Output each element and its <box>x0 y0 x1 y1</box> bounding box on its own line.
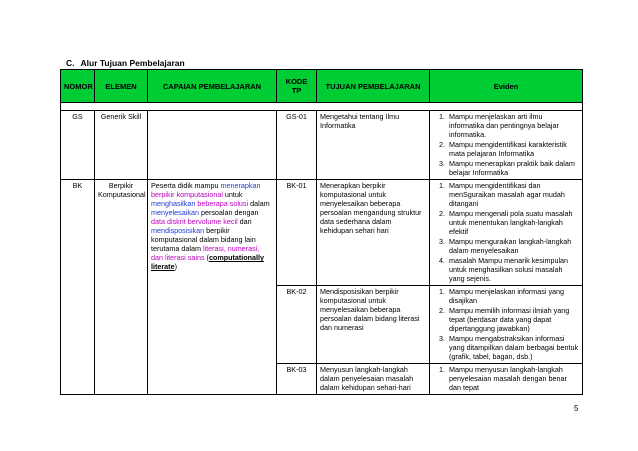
cell-tujuan: Mendisposisikan berpikir komputasional untuk menyelesaikan beberapa persoalan dalam bidang literasi dan numerasi <box>317 286 430 364</box>
table-header-row <box>61 70 583 103</box>
section-heading <box>66 58 185 68</box>
eviden-item: 1. Mampu mengidentifikasi dan menSguraikan masalah agar mudah ditangani <box>447 181 579 208</box>
spacer-row <box>61 103 583 111</box>
cell-eviden <box>430 364 583 395</box>
cell-capaian: Peserta didik mampu menerapkan berpikir komputasional untuk menghasilkan beberapa solusi dalam menyelesaikan persoalan dengan data diskrit bervolume kecil dan mendisposisikan berpikir komputasional dalam bidang lain terutama dalam literasi, numerasi, dan literasi sains (computationally literate) <box>148 180 277 395</box>
eviden-item: 1. Mampu menyusun langkah-langkah penyelesaian masalah dengan benar dan tepat <box>447 365 579 392</box>
header-capaian: CAPAIAN PEMBELAJARAN <box>148 70 277 103</box>
cell-kode: BK-03 <box>277 364 317 395</box>
cell-eviden <box>430 180 583 286</box>
eviden-item: 2. Mampu mengidentifikasi karakteristik mata pelajaran Informatika <box>447 140 579 158</box>
eviden-item: 1. Mampu menjelaskan informasi yang disajikan <box>447 287 579 305</box>
header-tujuan: TUJUAN PEMBELAJARAN <box>317 70 430 103</box>
eviden-item: 3. Mampu menerapkan praktik baik dalam belajar Informatika <box>447 159 579 177</box>
cell-kode: GS-01 <box>277 111 317 180</box>
eviden-item: 2. Mampu mengenali pola suatu masalah untuk menentukan langkah-langkah efektif <box>447 209 579 236</box>
cell-eviden <box>430 286 583 364</box>
cell-elemen: Berpikir Komputasional <box>95 180 148 395</box>
cell-tujuan: Menyusun langkah-langkah dalam penyelesaian masalah dalam kehidupan sehari-hari <box>317 364 430 395</box>
cell-eviden <box>430 111 583 180</box>
learning-objectives-table <box>60 69 583 395</box>
cell-elemen: Generik Skill <box>95 111 148 180</box>
cell-tujuan: Mengetahui tentang Ilmu Informatika <box>317 111 430 180</box>
eviden-item: 1. Mampu menjelaskan arti ilmu informatika dan pentingnya belajar informatika. <box>447 112 579 139</box>
eviden-item: 4. masalah Mampu menarik kesimpulan untuk menghasilkan solusi masalah yang sejenis. <box>447 256 579 283</box>
cell-capaian-empty <box>148 111 277 180</box>
eviden-item: 3. Mampu menguraikan langkah-langkah dalam menyelesaikan <box>447 237 579 255</box>
table-row-bk-01 <box>61 180 583 286</box>
eviden-item: 2. Mampu memilih informasi ilmiah yang tepat (berdasar data yang dapat dipertanggung jawabkan) <box>447 306 579 333</box>
section-title: Alur Tujuan Pembelajaran <box>80 58 185 68</box>
cell-tujuan: Menerapkan berpikir komputasional untuk menyelesaikan beberapa persoalan mengandung struktur data sederhana dalam kehidupan sehari hari <box>317 180 430 286</box>
cell-nomor: GS <box>61 111 95 180</box>
section-number: C. <box>66 58 75 68</box>
page-number: 5 <box>574 404 579 413</box>
cell-nomor: BK <box>61 180 95 395</box>
cell-kode: BK-02 <box>277 286 317 364</box>
header-elemen: ELEMEN <box>95 70 148 103</box>
eviden-item: 3. Mampu mengabstraksikan informasi yang ditampilkan dalam berbagai bentuk (grafik, tabel, bagan, dsb.) <box>447 334 579 361</box>
cell-kode: BK-01 <box>277 180 317 286</box>
table-row-gs <box>61 111 583 180</box>
header-eviden: Eviden <box>430 70 583 103</box>
header-nomor: NOMOR <box>61 70 95 103</box>
header-kode-tp: KODE TP <box>277 70 317 103</box>
